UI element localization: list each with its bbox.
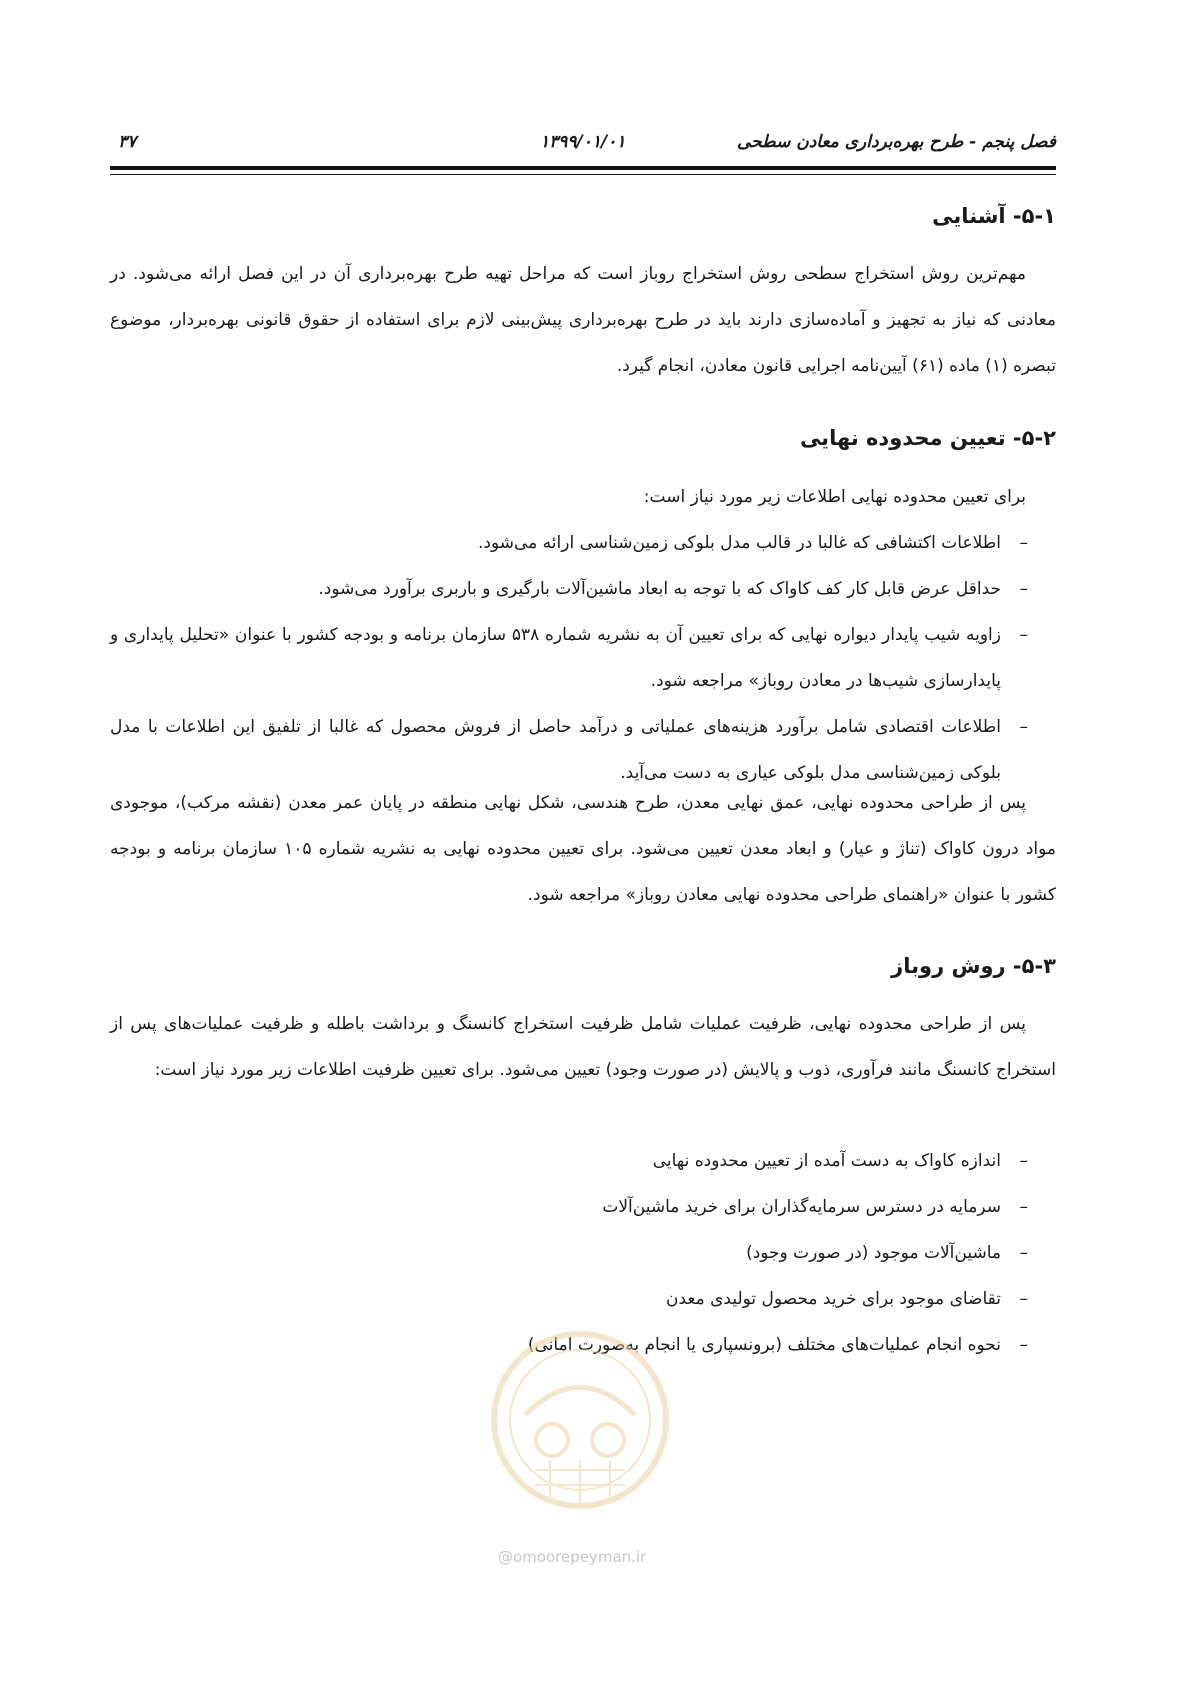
list-item-text: اطلاعات اقتصادی شامل برآورد هزینه‌های عملیاتی و درآمد حاصل از فروش محصول که غالبا از تلفیق این اطلاعات با مدل بلوکی زمین‌شناسی مدل بلوکی عیاری به دست می‌آید.	[110, 717, 1001, 783]
list-item-text: تقاضای موجود برای خرید محصول تولیدی معدن	[665, 1289, 1001, 1309]
section-paragraph-final-pit-limit: پس از طراحی محدوده نهایی، عمق نهایی معدن، طرح هندسی، شکل نهایی منطقه در پایان عمر معدن (نقشه مرکب)، موجودی مواد درون کاواک (تناژ و عیار) و ابعاد معدن تعیین می‌شود. برای تعیین محدوده نهایی به نشریه شماره ۱۰۵ سازمان برنامه و بودجه کشور با عنوان «راهنمای طراحی محدوده نهایی معادن روباز» مراجعه شود.	[110, 793, 1056, 905]
section-heading-open-pit-method: ۵-۳- روش روباز	[891, 954, 1056, 978]
page-header	[110, 128, 1056, 156]
header-rule-thick	[110, 166, 1056, 170]
list-item-text: حداقل عرض قابل کار کف کاواک که با توجه به ابعاد ماشین‌آلات بارگیری و باربری برآورد می‌شود.	[318, 579, 1001, 599]
bullet-dash: –	[1019, 579, 1028, 599]
header-date: ۱۳۹۹/۰۱/۰۱	[540, 132, 626, 152]
list-item-text: اندازه کاواک به دست آمده از تعیین محدوده نهایی	[652, 1151, 1001, 1171]
list-item	[110, 612, 1056, 704]
chapter-title: فصل پنجم - طرح بهره‌برداری معادن سطحی	[737, 132, 1056, 152]
list-item-text: زاویه شیب پایدار دیواره نهایی که برای تعیین آن به نشریه شماره ۵۳۸ سازمان برنامه و بودجه کشور با عنوان «تحلیل پایداری و پایدارسازی شیب‌ها در معادن روباز» مراجعه شود.	[110, 625, 1001, 691]
bullet-dash: –	[1019, 717, 1028, 737]
list-item-text: سرمایه در دسترس سرمایه‌گذاران برای خرید ماشین‌آلات	[602, 1197, 1001, 1217]
section-paragraph-introduction: مهم‌ترین روش استخراج سطحی روش استخراج روباز است که مراحل تهیه طرح بهره‌برداری آن در این فصل ارائه می‌شود. در معادنی که نیاز به تجهیز و آماده‌سازی دارند باید در طرح بهره‌برداری پیش‌بینی لازم برای استفاده از حقوق قانونی بهره‌بردار، موضوع تبصره (۱) ماده (۶۱) آیین‌نامه اجرایی قانون معادن، انجام گیرد.	[110, 264, 1056, 376]
bullet-dash: –	[1019, 1151, 1028, 1171]
bullet-dash: –	[1019, 1335, 1028, 1355]
section-paragraph-open-pit-method: پس از طراحی محدوده نهایی، ظرفیت عملیات شامل ظرفیت استخراج کانسنگ و برداشت باطله و ظرفیت عملیات‌های پس از استخراج کانسنگ مانند فرآوری، ذوب و پالایش (در صورت وجود) تعیین می‌شود. برای تعیین ظرفیت اطلاعات زیر مورد نیاز است:	[110, 1014, 1056, 1080]
list-item	[110, 566, 1056, 612]
list-item-text: ماشین‌آلات موجود (در صورت وجود)	[746, 1243, 1001, 1263]
bullet-dash: –	[1019, 625, 1028, 645]
bullet-dash: –	[1019, 1243, 1028, 1263]
list-item	[110, 1138, 1056, 1184]
header-rule-thin	[110, 174, 1056, 175]
bullet-dash: –	[1019, 1197, 1028, 1217]
list-item	[110, 1184, 1056, 1230]
page-number: ۳۷	[118, 132, 137, 152]
bullet-dash: –	[1019, 533, 1028, 553]
section-heading-final-pit-limit: ۵-۲- تعیین محدوده نهایی	[799, 426, 1056, 450]
list-item-text: نحوه انجام عملیات‌های مختلف (برونسپاری یا انجام به‌صورت امانی)	[527, 1335, 1001, 1355]
watermark-site-text: @omoorepeyman.ir	[498, 1548, 647, 1566]
bullet-list-final-pit-limit	[110, 520, 1056, 796]
section-intro-final-pit-limit: برای تعیین محدوده نهایی اطلاعات زیر مورد نیاز است:	[643, 487, 1026, 507]
watermark-seal-icon	[480, 1320, 680, 1560]
list-item-text: اطلاعات اکتشافی که غالبا در قالب مدل بلوکی زمین‌شناسی ارائه می‌شود.	[478, 533, 1001, 553]
bullet-dash: –	[1019, 1289, 1028, 1309]
list-item	[110, 520, 1056, 566]
section-heading-introduction: ۵-۱- آشنایی	[932, 204, 1056, 228]
list-item	[110, 1230, 1056, 1276]
list-item	[110, 1276, 1056, 1322]
